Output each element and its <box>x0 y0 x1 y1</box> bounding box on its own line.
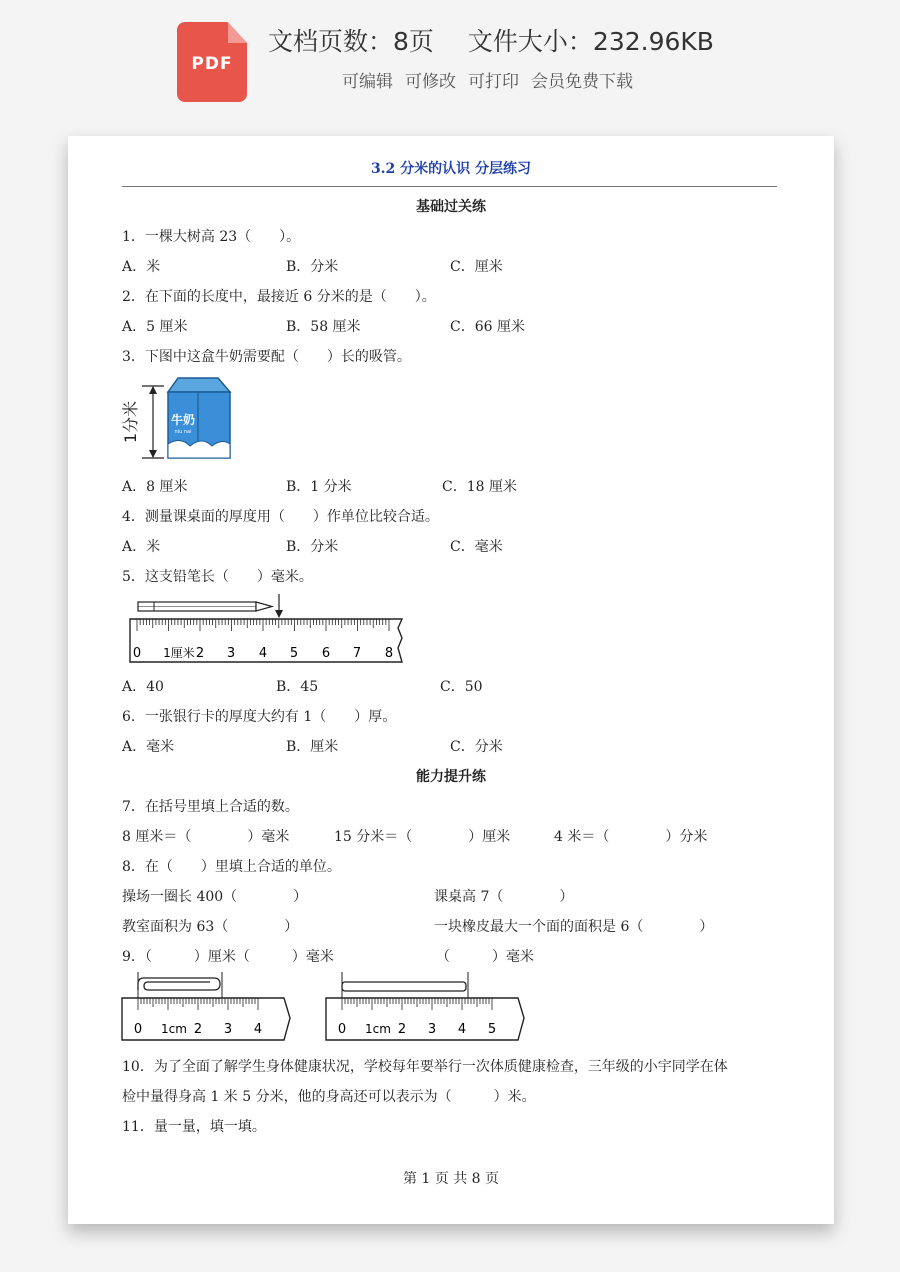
title-divider <box>122 186 777 187</box>
q9-stem-2: （ ）毫米 <box>436 949 534 965</box>
ruler-b-label-2: 2 <box>397 1022 407 1037</box>
q3-stem: 3．下图中这盒牛奶需要配（ ）长的吸管。 <box>122 349 411 365</box>
feature-tags <box>342 67 645 92</box>
doc-title: 3.2 分米的认识 分层练习 <box>370 161 532 177</box>
q1-option-b: B．分米 <box>286 259 339 275</box>
q2-stem: 2．在下面的长度中，最接近 6 分米的是（ ）。 <box>122 289 436 305</box>
q6-option-b: B．厘米 <box>286 739 339 755</box>
tag-member-download: 会员免费下载 <box>531 72 633 92</box>
q4-option-c: C．毫米 <box>450 539 503 555</box>
ruler-label-6: 6 <box>321 646 331 661</box>
page-count: 文档页数：8页 <box>268 27 434 56</box>
tag-editable: 可编辑 <box>342 72 393 92</box>
q5-stem: 5．这支铅笔长（ ）毫米。 <box>122 569 313 585</box>
q6-option-a: A．毫米 <box>122 739 175 755</box>
milk-carton-figure <box>120 374 240 464</box>
ruler-b-label-5: 5 <box>487 1022 497 1037</box>
q6-option-c: C．分米 <box>450 739 503 755</box>
document-page <box>68 136 834 1224</box>
q7-blank-2: 15 分米＝（ ）厘米 <box>334 829 511 845</box>
ruler-b-label-1: 1cm <box>365 1022 391 1036</box>
q8-item-2: 课桌高 7（ ） <box>434 889 574 905</box>
bar-ruler-figure <box>322 972 532 1046</box>
page-footer: 第 1 页 共 8 页 <box>402 1171 500 1187</box>
ruler-label-3: 3 <box>226 646 236 661</box>
tag-modifiable: 可修改 <box>405 72 456 92</box>
q10-line-1: 10．为了全面了解学生身体健康状况，学校每年要举行一次体质健康检查，三年级的小宇同学在体 <box>122 1059 728 1075</box>
pencil-ruler-figure <box>124 594 409 670</box>
q5-option-a: A．40 <box>122 679 164 695</box>
pdf-fold-icon <box>228 22 247 43</box>
q11-stem: 11．量一量，填一填。 <box>122 1119 266 1135</box>
ruler-label-4: 4 <box>258 646 268 661</box>
q2-option-b: B．58 厘米 <box>286 319 361 335</box>
q5-option-c: C．50 <box>440 679 483 695</box>
ruler-label-1: 1厘米 <box>163 646 195 660</box>
ruler-a-label-1: 1cm <box>161 1022 187 1036</box>
section-advanced: 能力提升练 <box>416 769 486 785</box>
q3-option-c: C．18 厘米 <box>442 479 517 495</box>
milk-box-pinyin: niu nai <box>174 429 192 435</box>
q2-option-c: C．66 厘米 <box>450 319 525 335</box>
ruler-label-2: 2 <box>195 646 205 661</box>
q5-option-b: B．45 <box>276 679 319 695</box>
q7-blank-3: 4 米＝（ ）分米 <box>554 829 708 845</box>
q6-stem: 6．一张银行卡的厚度大约有 1（ ）厚。 <box>122 709 397 725</box>
ruler-a-label-3: 3 <box>223 1022 233 1037</box>
q1-stem: 1．一棵大树高 23（ ）。 <box>122 229 301 245</box>
q7-stem: 7．在括号里填上合适的数。 <box>122 799 299 815</box>
ruler-a-label-0: 0 <box>133 1022 143 1037</box>
q8-stem: 8．在（ ）里填上合适的单位。 <box>122 859 341 875</box>
pdf-label: PDF <box>191 54 233 74</box>
ruler-label-0: 0 <box>132 646 142 661</box>
milk-height-label: 1分米 <box>121 400 140 444</box>
q8-item-3: 教室面积为 63（ ） <box>122 919 299 935</box>
q4-option-b: B．分米 <box>286 539 339 555</box>
q4-stem: 4．测量课桌面的厚度用（ ）作单位比较合适。 <box>122 509 439 525</box>
q8-item-4: 一块橡皮最大一个面的面积是 6（ ） <box>434 919 714 935</box>
q2-option-a: A．5 厘米 <box>122 319 188 335</box>
ruler-b-label-3: 3 <box>427 1022 437 1037</box>
ruler-a-label-2: 2 <box>193 1022 203 1037</box>
file-info <box>268 22 748 58</box>
q3-option-a: A．8 厘米 <box>122 479 188 495</box>
ruler-label-7: 7 <box>352 646 362 661</box>
q1-option-c: C．厘米 <box>450 259 503 275</box>
file-size: 文件大小：232.96KB <box>467 27 714 56</box>
ruler-label-8: 8 <box>384 646 394 661</box>
q4-option-a: A．米 <box>122 539 161 555</box>
ruler-b-label-4: 4 <box>457 1022 467 1037</box>
q9-stem: 9．（ ）厘米（ ）毫米 <box>122 949 334 965</box>
download-banner <box>0 0 900 130</box>
tag-printable: 可打印 <box>468 72 519 92</box>
milk-box-label: 牛奶 <box>170 413 196 427</box>
q7-blank-1: 8 厘米＝（ ）毫米 <box>122 829 290 845</box>
q1-option-a: A．米 <box>122 259 161 275</box>
q8-item-1: 操场一圈长 400（ ） <box>122 889 308 905</box>
paperclip-ruler-figure <box>118 972 298 1046</box>
q3-option-b: B．1 分米 <box>286 479 352 495</box>
ruler-b-label-0: 0 <box>337 1022 347 1037</box>
ruler-label-5: 5 <box>289 646 299 661</box>
section-basic: 基础过关练 <box>416 199 486 215</box>
q10-line-2: 检中量得身高 1 米 5 分米，他的身高还可以表示为（ ）米。 <box>122 1089 536 1105</box>
ruler-a-label-4: 4 <box>253 1022 263 1037</box>
